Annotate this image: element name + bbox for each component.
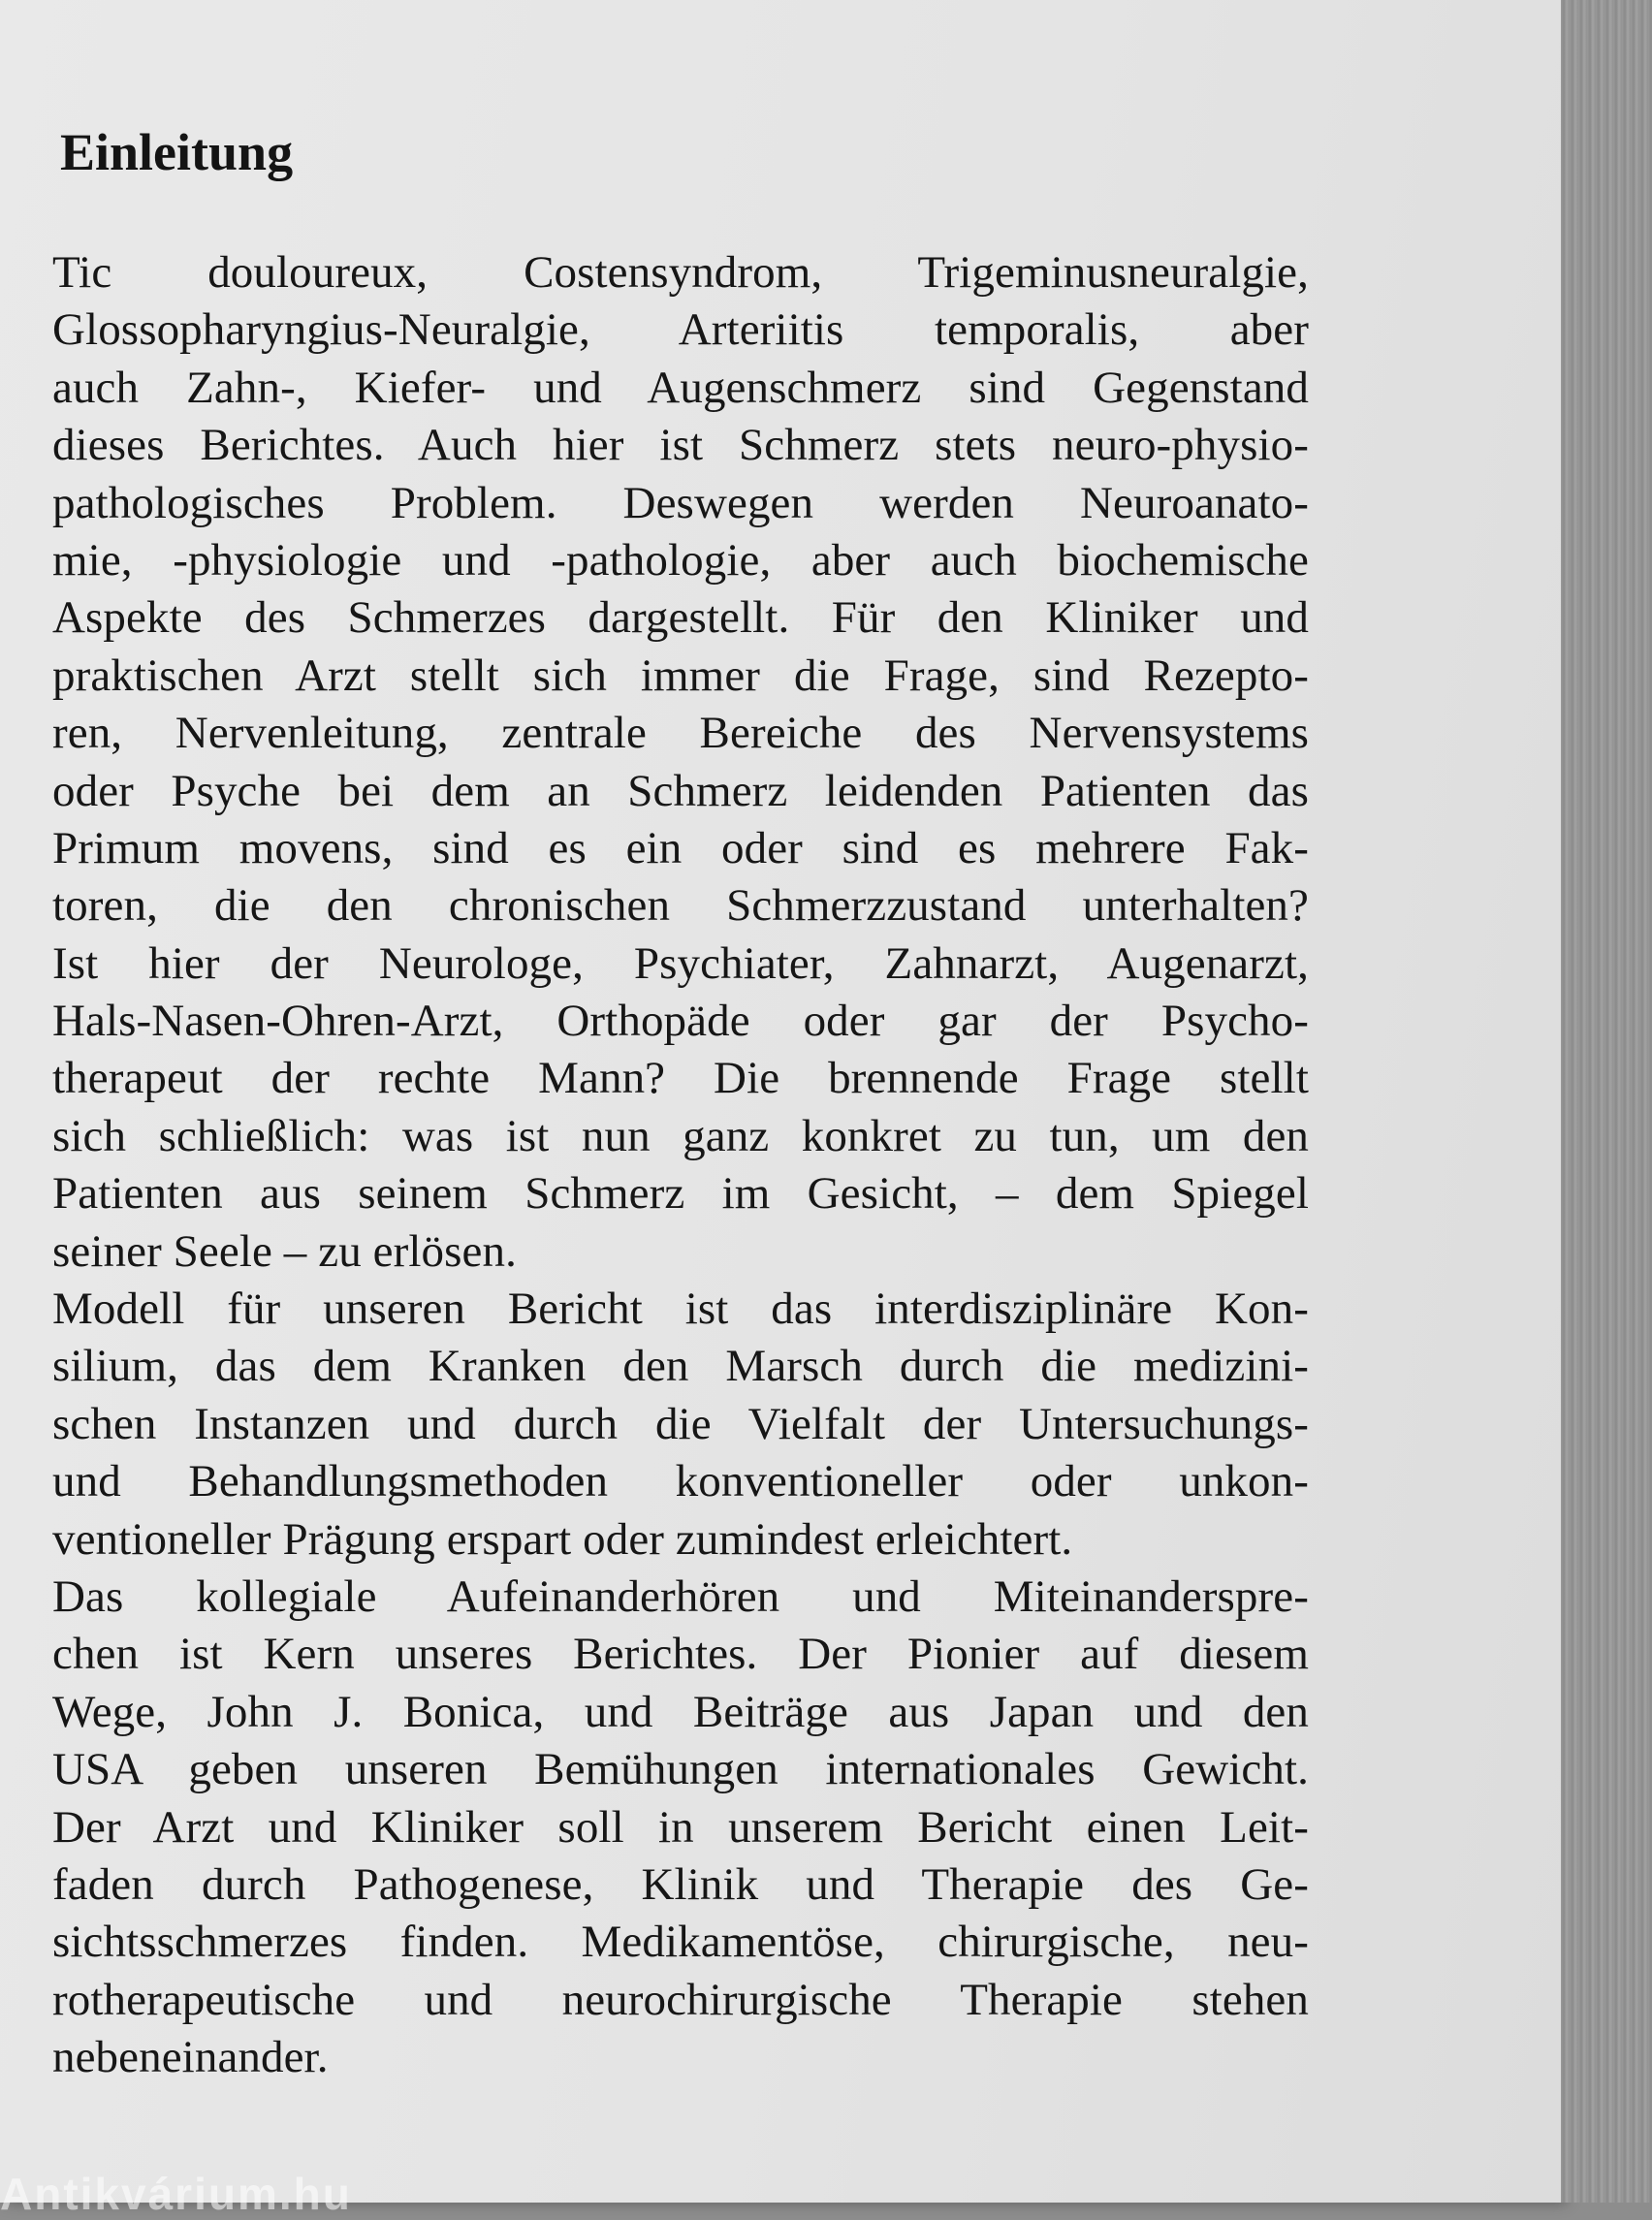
text-line: therapeut der rechte Mann? Die brennende Frage stellt <box>52 1053 1309 1104</box>
text-line: Primum movens, sind es ein oder sind es mehrere Fak- <box>52 822 1309 873</box>
text-line: nebeneinander. <box>52 2032 329 2083</box>
text-line: pathologisches Problem. Deswegen werden Neuroanato- <box>52 477 1309 528</box>
text-line: Das kollegiale Aufeinanderhören und Miteinandersprе- <box>52 1570 1309 1622</box>
text-line: faden durch Pathogenese, Klinik und Therapie des Ge- <box>52 1858 1309 1910</box>
text-line: sichtsschmerzes finden. Medikamentöse, chirurgische, neu- <box>52 1917 1309 1968</box>
page-edge-stack <box>1561 0 1652 2203</box>
text-line: ren, Nervenleitung, zentrale Bereiche des Nervensystems <box>52 708 1309 759</box>
text-line: Aspekte des Schmerzes dargestellt. Für den Kliniker und <box>52 592 1309 644</box>
text-line: mie, -physiologie und -pathologie, aber auch biochemische <box>52 534 1309 586</box>
text-line: Ist hier der Neurologe, Psychiater, Zahnarzt, Augenarzt, <box>52 937 1309 989</box>
text-line: und Behandlungsmethoden konventioneller oder unkon- <box>52 1456 1309 1507</box>
text-line: silium, das dem Kranken den Marsch durch die medizini- <box>52 1341 1309 1392</box>
text-line: Wege, John J. Bonica, und Beiträge aus Japan und den <box>52 1686 1309 1737</box>
text-line: oder Psyche bei dem an Schmerz leidenden Patienten das <box>52 765 1309 816</box>
text-line: seiner Seele – zu erlösen. <box>52 1225 517 1277</box>
text-line: Hals-Nasen-Ohren-Arzt, Orthopäde oder gar der Psycho- <box>52 996 1309 1047</box>
watermark-text: Antikvárium.hu <box>0 2169 352 2219</box>
text-line: USA geben unseren Bemühungen internationales Gewicht. <box>52 1744 1309 1795</box>
text-line: Modell für unseren Bericht ist das interdisziplinäre Kon- <box>52 1284 1309 1335</box>
text-line: Tic douloureux, Costensyndrom, Trigeminusneuralgie, <box>52 247 1309 298</box>
text-line: dieses Berichtes. Auch hier ist Schmerz stets neuro-physio- <box>52 420 1309 471</box>
text-line: Glossopharyngius-Neuralgie, Arteriitis temporalis, aber <box>52 304 1309 356</box>
text-line: sich schließlich: was ist nun ganz konkret zu tun, um den <box>52 1110 1309 1161</box>
text-line: toren, die den chronischen Schmerzzustand unterhalten? <box>52 880 1309 932</box>
text-line: schen Instanzen und durch die Vielfalt der Untersuchungs- <box>52 1398 1309 1449</box>
text-line: ventioneller Prägung erspart oder zumindest erleichtert. <box>52 1513 1073 1565</box>
text-line: chen ist Kern unseres Berichtes. Der Pionier auf diesem <box>52 1629 1309 1680</box>
body-text <box>52 244 1309 2087</box>
page-heading: Einleitung <box>60 123 294 181</box>
text-line: auch Zahn-, Kiefer- und Augenschmerz sind Gegenstand <box>52 362 1309 413</box>
text-line: Patienten aus seinem Schmerz im Gesicht, – dem Spiegel <box>52 1168 1309 1220</box>
text-line: Der Arzt und Kliniker soll in unserem Bericht einen Leit- <box>52 1801 1309 1853</box>
text-line: rotherapeutische und neurochirurgische Therapie stehen <box>52 1974 1309 2025</box>
text-line: praktischen Arzt stellt sich immer die Frage, sind Rezepto- <box>52 650 1309 701</box>
